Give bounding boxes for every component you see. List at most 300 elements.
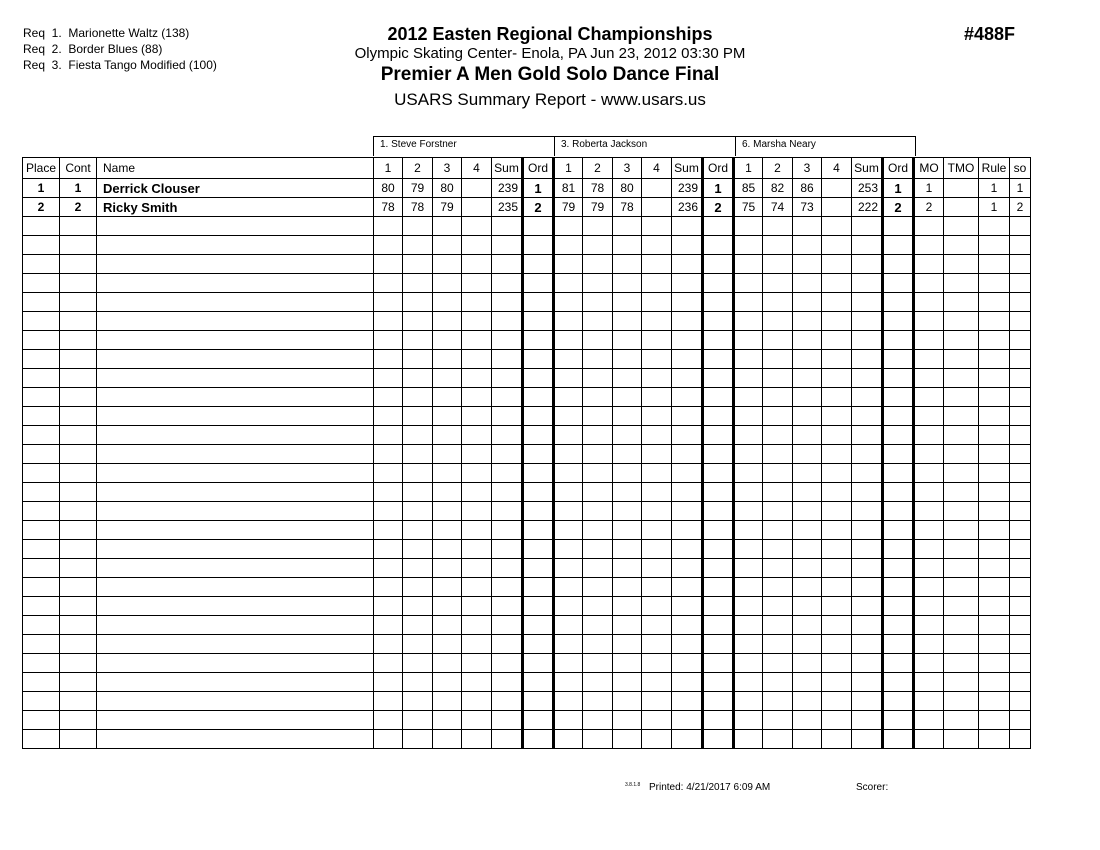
score-cell bbox=[793, 654, 822, 673]
score-cell bbox=[613, 692, 642, 711]
score-cell bbox=[763, 559, 793, 578]
so-cell bbox=[1010, 312, 1031, 331]
ordinal-cell bbox=[883, 521, 914, 540]
event-name: Premier A Men Gold Solo Dance Final bbox=[380, 64, 720, 85]
skater-name-cell bbox=[97, 692, 374, 711]
ordinal-cell bbox=[703, 445, 734, 464]
score-cell bbox=[822, 559, 852, 578]
sum-cell bbox=[672, 274, 703, 293]
score-cell bbox=[822, 407, 852, 426]
skater-name-cell bbox=[97, 255, 374, 274]
score-cell bbox=[613, 236, 642, 255]
score-cell bbox=[462, 559, 492, 578]
cont-cell bbox=[60, 464, 97, 483]
score-cell: 78 bbox=[613, 198, 642, 217]
ordinal-cell bbox=[523, 236, 554, 255]
score-cell bbox=[403, 540, 433, 559]
score-cell bbox=[462, 654, 492, 673]
cont-cell bbox=[60, 445, 97, 464]
score-cell bbox=[374, 369, 403, 388]
table-row bbox=[23, 559, 1031, 578]
score-cell: 81 bbox=[554, 179, 583, 198]
rule-cell bbox=[979, 578, 1010, 597]
score-cell bbox=[763, 540, 793, 559]
skater-name-cell bbox=[97, 426, 374, 445]
rule-cell bbox=[979, 369, 1010, 388]
score-cell bbox=[734, 692, 763, 711]
tmo-cell bbox=[944, 597, 979, 616]
tmo-cell bbox=[944, 350, 979, 369]
table-row bbox=[23, 483, 1031, 502]
ordinal-cell bbox=[883, 369, 914, 388]
sum-cell bbox=[492, 559, 523, 578]
score-cell bbox=[793, 293, 822, 312]
score-cell bbox=[734, 711, 763, 730]
score-cell bbox=[554, 673, 583, 692]
cont-cell: 1 bbox=[60, 179, 97, 198]
score-cell bbox=[403, 521, 433, 540]
score-cell bbox=[734, 483, 763, 502]
col-header-rule: Rule bbox=[979, 158, 1010, 179]
table-row bbox=[23, 597, 1031, 616]
sum-cell bbox=[852, 540, 883, 559]
so-cell bbox=[1010, 730, 1031, 749]
score-cell bbox=[822, 635, 852, 654]
so-cell: 1 bbox=[1010, 179, 1031, 198]
sum-cell bbox=[492, 426, 523, 445]
sum-cell bbox=[852, 331, 883, 350]
sum-cell bbox=[672, 217, 703, 236]
score-cell bbox=[793, 597, 822, 616]
tmo-cell bbox=[944, 654, 979, 673]
score-cell bbox=[642, 730, 672, 749]
sum-cell bbox=[852, 350, 883, 369]
score-cell bbox=[822, 426, 852, 445]
score-cell bbox=[793, 236, 822, 255]
score-cell bbox=[613, 426, 642, 445]
score-cell bbox=[734, 331, 763, 350]
score-cell bbox=[374, 616, 403, 635]
place-cell bbox=[23, 673, 60, 692]
table-row bbox=[23, 274, 1031, 293]
judge-header-2: 3. Roberta Jackson bbox=[554, 136, 736, 156]
place-cell bbox=[23, 540, 60, 559]
score-cell bbox=[374, 483, 403, 502]
score-cell bbox=[583, 711, 613, 730]
score-cell bbox=[403, 464, 433, 483]
score-cell bbox=[613, 654, 642, 673]
tmo-cell bbox=[944, 388, 979, 407]
table-row bbox=[23, 673, 1031, 692]
score-cell bbox=[554, 236, 583, 255]
score-cell bbox=[433, 540, 462, 559]
score-cell bbox=[613, 274, 642, 293]
cont-cell bbox=[60, 540, 97, 559]
score-cell bbox=[403, 692, 433, 711]
mo-cell bbox=[914, 274, 944, 293]
score-cell: 86 bbox=[793, 179, 822, 198]
score-cell bbox=[583, 578, 613, 597]
rule-cell bbox=[979, 350, 1010, 369]
score-cell bbox=[642, 578, 672, 597]
score-cell bbox=[822, 711, 852, 730]
sum-cell bbox=[492, 635, 523, 654]
table-row bbox=[23, 635, 1031, 654]
ordinal-cell bbox=[883, 502, 914, 521]
sum-cell bbox=[852, 426, 883, 445]
score-cell bbox=[642, 692, 672, 711]
skater-name-cell bbox=[97, 711, 374, 730]
score-cell bbox=[642, 597, 672, 616]
score-cell bbox=[403, 673, 433, 692]
tmo-cell bbox=[944, 578, 979, 597]
score-cell bbox=[642, 350, 672, 369]
ordinal-cell bbox=[883, 426, 914, 445]
sum-cell bbox=[852, 483, 883, 502]
score-cell bbox=[613, 369, 642, 388]
score-cell: 73 bbox=[793, 198, 822, 217]
ordinal-cell bbox=[523, 540, 554, 559]
score-cell bbox=[554, 312, 583, 331]
ordinal-cell bbox=[523, 635, 554, 654]
ordinal-cell bbox=[703, 483, 734, 502]
score-cell bbox=[583, 483, 613, 502]
score-cell bbox=[433, 331, 462, 350]
sum-cell bbox=[492, 464, 523, 483]
ordinal-cell bbox=[523, 597, 554, 616]
so-cell bbox=[1010, 407, 1031, 426]
sum-cell bbox=[852, 616, 883, 635]
place-cell bbox=[23, 293, 60, 312]
ordinal-cell bbox=[523, 559, 554, 578]
sum-cell bbox=[852, 578, 883, 597]
mo-cell bbox=[914, 730, 944, 749]
so-cell: 2 bbox=[1010, 198, 1031, 217]
report-subtitle: USARS Summary Report - www.usars.us bbox=[394, 90, 706, 109]
score-cell bbox=[462, 616, 492, 635]
score-cell bbox=[734, 388, 763, 407]
mo-cell bbox=[914, 312, 944, 331]
ordinal-cell bbox=[523, 350, 554, 369]
so-cell bbox=[1010, 464, 1031, 483]
skater-name-cell bbox=[97, 445, 374, 464]
score-cell bbox=[583, 521, 613, 540]
ordinal-cell bbox=[523, 293, 554, 312]
rule-cell bbox=[979, 730, 1010, 749]
score-cell bbox=[462, 445, 492, 464]
sum-cell bbox=[492, 293, 523, 312]
sum-cell bbox=[672, 293, 703, 312]
score-cell bbox=[642, 616, 672, 635]
score-cell bbox=[374, 312, 403, 331]
table-row bbox=[23, 502, 1031, 521]
tmo-cell bbox=[944, 692, 979, 711]
ordinal-cell bbox=[883, 654, 914, 673]
ordinal-cell bbox=[703, 559, 734, 578]
skater-name-cell bbox=[97, 578, 374, 597]
score-cell bbox=[433, 483, 462, 502]
ordinal-cell: 1 bbox=[883, 179, 914, 198]
judge-header-3: 6. Marsha Neary bbox=[735, 136, 916, 156]
skater-name-cell bbox=[97, 597, 374, 616]
tmo-cell bbox=[944, 217, 979, 236]
so-cell bbox=[1010, 635, 1031, 654]
sum-cell bbox=[672, 673, 703, 692]
score-cell bbox=[642, 331, 672, 350]
skater-name-cell bbox=[97, 407, 374, 426]
ordinal-cell bbox=[703, 350, 734, 369]
ordinal-cell bbox=[523, 426, 554, 445]
score-cell bbox=[403, 350, 433, 369]
skater-name-cell bbox=[97, 293, 374, 312]
score-cell bbox=[763, 388, 793, 407]
score-cell bbox=[583, 369, 613, 388]
table-row bbox=[23, 369, 1031, 388]
skater-name-cell bbox=[97, 521, 374, 540]
score-cell bbox=[403, 274, 433, 293]
mo-cell bbox=[914, 217, 944, 236]
score-cell bbox=[554, 521, 583, 540]
score-cell bbox=[433, 711, 462, 730]
mo-cell: 1 bbox=[914, 179, 944, 198]
score-cell bbox=[734, 521, 763, 540]
cont-cell: 2 bbox=[60, 198, 97, 217]
cont-cell bbox=[60, 635, 97, 654]
rule-cell bbox=[979, 483, 1010, 502]
score-cell bbox=[822, 730, 852, 749]
tmo-cell bbox=[944, 521, 979, 540]
skater-name-cell bbox=[97, 369, 374, 388]
rule-cell bbox=[979, 654, 1010, 673]
rule-cell bbox=[979, 388, 1010, 407]
skater-name-cell bbox=[97, 559, 374, 578]
score-cell bbox=[734, 350, 763, 369]
mo-cell bbox=[914, 293, 944, 312]
tmo-cell bbox=[944, 274, 979, 293]
score-cell bbox=[763, 483, 793, 502]
ordinal-cell bbox=[703, 616, 734, 635]
ordinal-cell bbox=[883, 236, 914, 255]
judge-header-1: 1. Steve Forstner bbox=[373, 136, 555, 156]
place-cell: 2 bbox=[23, 198, 60, 217]
place-cell bbox=[23, 654, 60, 673]
score-cell bbox=[642, 369, 672, 388]
score-cell bbox=[793, 388, 822, 407]
score-cell bbox=[642, 388, 672, 407]
place-cell bbox=[23, 331, 60, 350]
ordinal-cell bbox=[523, 274, 554, 293]
tmo-cell bbox=[944, 255, 979, 274]
place-cell bbox=[23, 597, 60, 616]
score-cell bbox=[403, 711, 433, 730]
rule-cell: 1 bbox=[979, 198, 1010, 217]
col-header-j3-sum: Sum bbox=[852, 158, 883, 179]
mo-cell: 2 bbox=[914, 198, 944, 217]
ordinal-cell bbox=[883, 692, 914, 711]
score-cell bbox=[642, 464, 672, 483]
score-cell bbox=[734, 217, 763, 236]
so-cell bbox=[1010, 293, 1031, 312]
sum-cell bbox=[672, 388, 703, 407]
tmo-cell bbox=[944, 407, 979, 426]
table-row bbox=[23, 312, 1031, 331]
score-cell bbox=[403, 312, 433, 331]
score-cell bbox=[734, 730, 763, 749]
score-cell bbox=[613, 293, 642, 312]
sum-cell bbox=[672, 711, 703, 730]
mo-cell bbox=[914, 369, 944, 388]
score-cell bbox=[462, 255, 492, 274]
score-cell bbox=[462, 521, 492, 540]
sum-cell bbox=[852, 388, 883, 407]
table-row bbox=[23, 293, 1031, 312]
ordinal-cell: 2 bbox=[523, 198, 554, 217]
sum-cell bbox=[852, 521, 883, 540]
score-cell bbox=[554, 407, 583, 426]
score-cell bbox=[403, 559, 433, 578]
score-cell bbox=[613, 464, 642, 483]
score-cell bbox=[793, 407, 822, 426]
score-cell bbox=[583, 692, 613, 711]
score-cell bbox=[734, 293, 763, 312]
ordinal-cell bbox=[703, 730, 734, 749]
ordinal-cell bbox=[703, 312, 734, 331]
score-cell bbox=[734, 578, 763, 597]
place-cell bbox=[23, 464, 60, 483]
so-cell bbox=[1010, 274, 1031, 293]
sum-cell bbox=[492, 350, 523, 369]
sum-cell bbox=[492, 502, 523, 521]
tmo-cell bbox=[944, 673, 979, 692]
score-cell bbox=[462, 426, 492, 445]
col-header-j3-ord: Ord bbox=[883, 158, 914, 179]
score-cell bbox=[403, 483, 433, 502]
ordinal-cell bbox=[703, 692, 734, 711]
ordinal-cell bbox=[523, 445, 554, 464]
score-cell bbox=[403, 730, 433, 749]
score-cell bbox=[793, 369, 822, 388]
rule-cell bbox=[979, 635, 1010, 654]
table-row bbox=[23, 388, 1031, 407]
ordinal-cell bbox=[703, 388, 734, 407]
score-cell bbox=[554, 597, 583, 616]
col-header-j2-sum: Sum bbox=[672, 158, 703, 179]
sum-cell bbox=[672, 654, 703, 673]
score-cell bbox=[374, 407, 403, 426]
score-cell bbox=[374, 426, 403, 445]
score-cell bbox=[642, 483, 672, 502]
sum-cell bbox=[672, 559, 703, 578]
skater-name-cell bbox=[97, 274, 374, 293]
cont-cell bbox=[60, 483, 97, 502]
score-cell bbox=[433, 293, 462, 312]
rule-cell bbox=[979, 521, 1010, 540]
col-header-j1-1: 1 bbox=[374, 158, 403, 179]
score-cell bbox=[642, 502, 672, 521]
score-cell bbox=[734, 274, 763, 293]
score-cell bbox=[822, 312, 852, 331]
score-cell bbox=[462, 293, 492, 312]
cont-cell bbox=[60, 331, 97, 350]
score-cell bbox=[642, 673, 672, 692]
score-cell: 78 bbox=[583, 179, 613, 198]
ordinal-cell bbox=[883, 217, 914, 236]
ordinal-cell bbox=[523, 483, 554, 502]
score-cell: 82 bbox=[763, 179, 793, 198]
score-cell bbox=[613, 635, 642, 654]
sum-cell bbox=[672, 331, 703, 350]
cont-cell bbox=[60, 350, 97, 369]
ordinal-cell bbox=[883, 730, 914, 749]
score-cell bbox=[403, 426, 433, 445]
score-cell bbox=[822, 521, 852, 540]
ordinal-cell bbox=[883, 350, 914, 369]
mo-cell bbox=[914, 521, 944, 540]
score-cell bbox=[433, 217, 462, 236]
cont-cell bbox=[60, 369, 97, 388]
skater-name-cell bbox=[97, 312, 374, 331]
score-cell bbox=[554, 426, 583, 445]
mo-cell bbox=[914, 331, 944, 350]
ordinal-cell bbox=[523, 388, 554, 407]
ordinal-cell bbox=[703, 578, 734, 597]
ordinal-cell bbox=[523, 464, 554, 483]
sum-cell bbox=[492, 578, 523, 597]
score-cell bbox=[433, 369, 462, 388]
score-cell bbox=[822, 179, 852, 198]
score-cell bbox=[554, 274, 583, 293]
skater-name-cell bbox=[97, 236, 374, 255]
table-row bbox=[23, 540, 1031, 559]
tmo-cell bbox=[944, 369, 979, 388]
score-cell bbox=[583, 464, 613, 483]
score-cell bbox=[554, 616, 583, 635]
score-cell bbox=[642, 312, 672, 331]
sum-cell bbox=[492, 255, 523, 274]
score-cell bbox=[763, 578, 793, 597]
score-cell bbox=[822, 217, 852, 236]
tmo-cell bbox=[944, 635, 979, 654]
score-cell bbox=[734, 426, 763, 445]
score-cell bbox=[462, 407, 492, 426]
tmo-cell bbox=[944, 464, 979, 483]
score-cell bbox=[822, 578, 852, 597]
score-cell bbox=[793, 559, 822, 578]
score-cell bbox=[822, 597, 852, 616]
score-cell: 75 bbox=[734, 198, 763, 217]
score-cell bbox=[462, 369, 492, 388]
ordinal-cell bbox=[523, 502, 554, 521]
score-cell: 79 bbox=[403, 179, 433, 198]
sum-cell bbox=[672, 255, 703, 274]
so-cell bbox=[1010, 578, 1031, 597]
col-header-so: so bbox=[1010, 158, 1031, 179]
col-header-mo: MO bbox=[914, 158, 944, 179]
cont-cell bbox=[60, 673, 97, 692]
sum-cell bbox=[852, 293, 883, 312]
score-cell bbox=[433, 616, 462, 635]
score-cell: 80 bbox=[433, 179, 462, 198]
rule-cell bbox=[979, 445, 1010, 464]
score-cell bbox=[433, 692, 462, 711]
score-cell bbox=[462, 597, 492, 616]
score-cell bbox=[763, 217, 793, 236]
ordinal-cell bbox=[523, 730, 554, 749]
score-cell bbox=[613, 559, 642, 578]
sum-cell bbox=[492, 236, 523, 255]
tmo-cell bbox=[944, 483, 979, 502]
score-cell bbox=[793, 445, 822, 464]
